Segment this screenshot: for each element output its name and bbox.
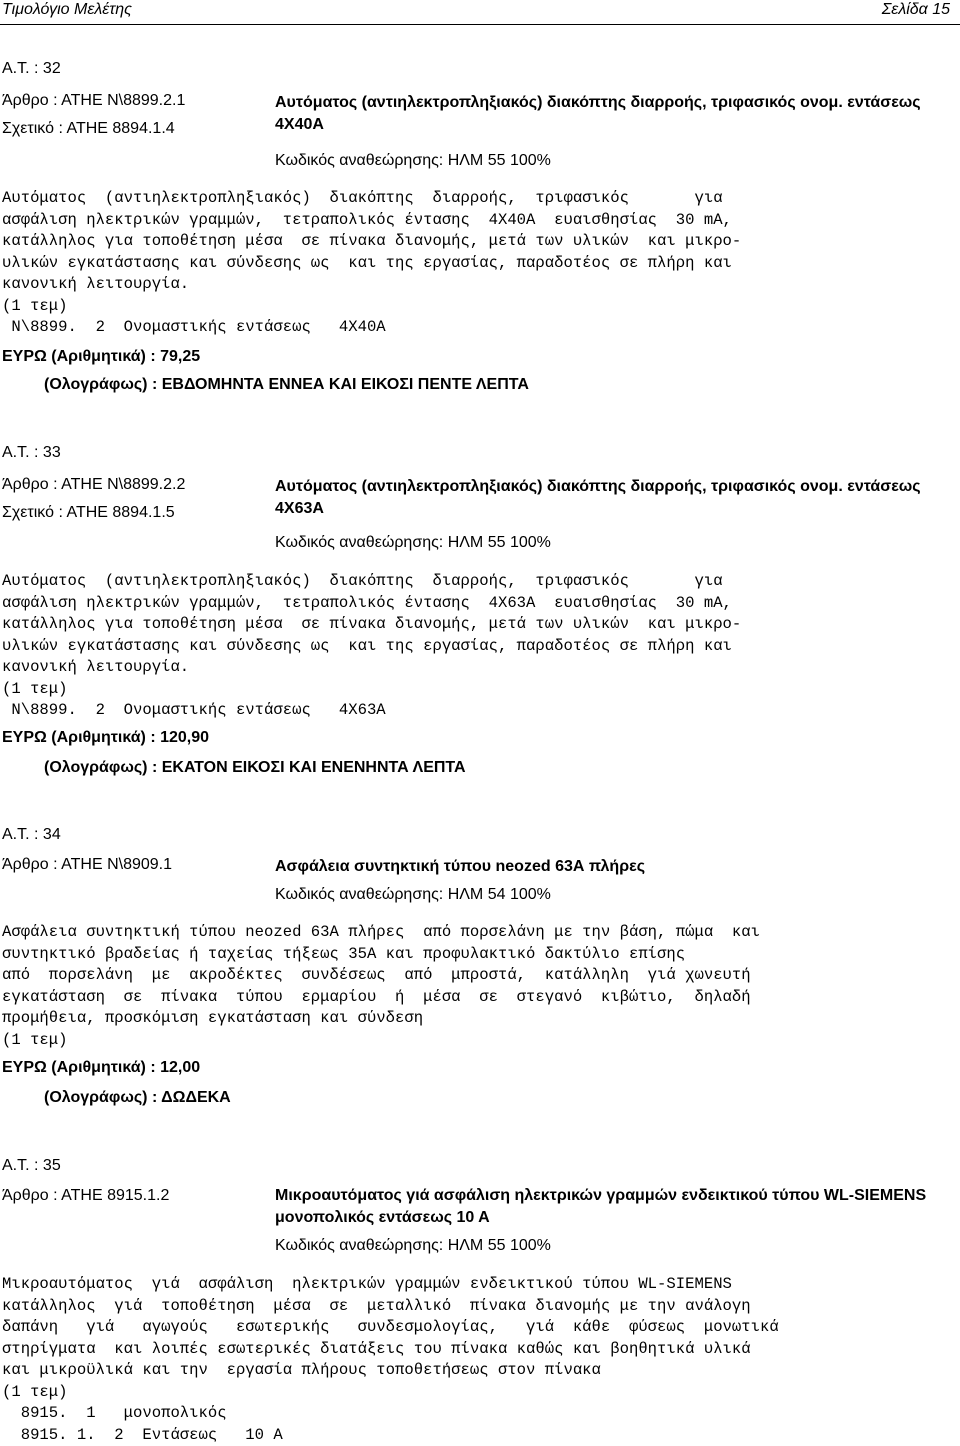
page-number: Σελίδα 15 xyxy=(881,1,950,18)
article-code: Άρθρο : ΑΤΗΕ Ν\8899.2.2 xyxy=(2,476,186,493)
related-code: Σχετικό : ΑΤΗΕ 8894.1.4 xyxy=(2,120,175,137)
article-description: Μικροαυτόματος γιά ασφάλιση ηλεκτρικών γραμμών ενδεικτικού τύπου WL-SIEMENS κατάλληλος γιά τοποθέτηση μέσα σε μεταλλικό πίνακα διανομής με την ανάλογη δαπάνη γιά αγωγούς εσωτερικής συνδεσμολογίας, γιά κάθε φύσεως μονωτικά στηρίγματα και λοιπές εσωτερικές διατάξεις του πίνακα καθώς και βοηθητικά υλικά και μικροϋλικά και την εργασία πλήρους τοποθετήσεως στον πίνακα (1 τεμ) 8915. 1 μονοπολικός 8915. 1. 2 Εντάσεως 10 Α xyxy=(2,1275,779,1444)
article-number: Α.Τ. : 32 xyxy=(2,60,61,77)
price-numeric: ΕΥΡΩ (Αριθμητικά) : 120,90 xyxy=(2,729,210,746)
header-divider xyxy=(0,24,960,25)
article-number: Α.Τ. : 34 xyxy=(2,826,61,843)
page-header xyxy=(0,0,960,26)
article-code: Άρθρο : ΑΤΗΕ Ν\8899.2.1 xyxy=(2,92,186,109)
article-code: Άρθρο : ΑΤΗΕ Ν\8909.1 xyxy=(2,856,172,873)
price-numeric: ΕΥΡΩ (Αριθμητικά) : 79,25 xyxy=(2,348,201,365)
article-description: Αυτόματος (αντιηλεκτροπληξιακός) διακόπτης διαρροής, τριφασικός για ασφάλιση ηλεκτρικών γραμμών, τετραπολικός έντασης 4Χ63Α ευαισθησίας 30 mA, κατάλληλος για τοποθέτηση μέσα σε πίνακα διανομής, μετά των υλικών και μικρο- υλικών εγκατάστασης και σύνδεσης ως και της εργασίας, παραδοτέος σε πλήρη και κανονική λειτουργία. (1 τεμ) Ν\8899. 2 Ονομαστικής εντάσεως 4Χ63Α xyxy=(2,572,742,719)
article-description: Αυτόματος (αντιηλεκτροπληξιακός) διακόπτης διαρροής, τριφασικός για ασφάλιση ηλεκτρικών γραμμών, τετραπολικός έντασης 4Χ40Α ευαισθησίας 30 mA, κατάλληλος για τοποθέτηση μέσα σε πίνακα διανομής, μετά των υλικών και μικρο- υλικών εγκατάστασης και σύνδεσης ως και της εργασίας, παραδοτέος σε πλήρη και κανονική λειτουργία. (1 τεμ) Ν\8899. 2 Ονομαστικής εντάσεως 4Χ40Α xyxy=(2,189,742,336)
article-number: Α.Τ. : 33 xyxy=(2,444,61,461)
article-title: Αυτόματος (αντιηλεκτροπληξιακός) διακόπτης διαρροής, τριφασικός ονομ. εντάσεως 4Χ40Α xyxy=(275,94,921,133)
article-title: Μικροαυτόματος γιά ασφάλιση ηλεκτρικών γραμμών ενδεικτικού τύπου WL-SIEMENS μονοπολικός εντάσεως 10 Α xyxy=(275,1187,927,1226)
article-number: Α.Τ. : 35 xyxy=(2,1157,61,1174)
article-title: Ασφάλεια συντηκτική τύπου neozed 63Α πλήρες xyxy=(275,858,646,875)
article-title: Αυτόματος (αντιηλεκτροπληξιακός) διακόπτης διαρροής, τριφασικός ονομ. εντάσεως 4Χ63Α xyxy=(275,478,921,517)
revision-code: Κωδικός αναθεώρησης: ΗΛΜ 55 100% xyxy=(275,1237,551,1254)
article-code: Άρθρο : ΑΤΗΕ 8915.1.2 xyxy=(2,1187,170,1204)
revision-code: Κωδικός αναθεώρησης: ΗΛΜ 55 100% xyxy=(275,152,551,169)
revision-code: Κωδικός αναθεώρησης: ΗΛΜ 55 100% xyxy=(275,534,551,551)
related-code: Σχετικό : ΑΤΗΕ 8894.1.5 xyxy=(2,504,175,521)
revision-code: Κωδικός αναθεώρησης: ΗΛΜ 54 100% xyxy=(275,886,551,903)
price-in-words: (Ολογράφως) : ΕΚΑΤΟΝ ΕΙΚΟΣΙ ΚΑΙ ΕΝΕΝΗΝΤΑ ΛΕΠΤΑ xyxy=(44,759,466,776)
price-numeric: ΕΥΡΩ (Αριθμητικά) : 12,00 xyxy=(2,1059,201,1076)
article-description: Ασφάλεια συντηκτική τύπου neozed 63Α πλήρες από πορσελάνη με την βάση, πώμα και συντηκτικό βραδείας ή ταχείας τήξεως 35Α και προφυλακτικό δακτύλιο επίσης από πορσελάνη με ακροδέκτες συνδέσεως από μπροστά, κατάλληλη γιά χωνευτή εγκατάσταση σε πίνακα τύπου ερμαρίου ή μέσα σε στεγανό κιβώτιο, δηλαδή προμήθεια, προσκόμιση εγκατάσταση και σύνδεση (1 τεμ) xyxy=(2,923,760,1049)
document-title: Τιμολόγιο Μελέτης xyxy=(2,1,132,18)
price-in-words: (Ολογράφως) : ΕΒΔΟΜΗΝΤΑ ΕΝΝΕΑ ΚΑΙ ΕΙΚΟΣΙ ΠΕΝΤΕ ΛΕΠΤΑ xyxy=(44,376,529,393)
price-in-words: (Ολογράφως) : ΔΩΔΕΚΑ xyxy=(44,1089,231,1106)
